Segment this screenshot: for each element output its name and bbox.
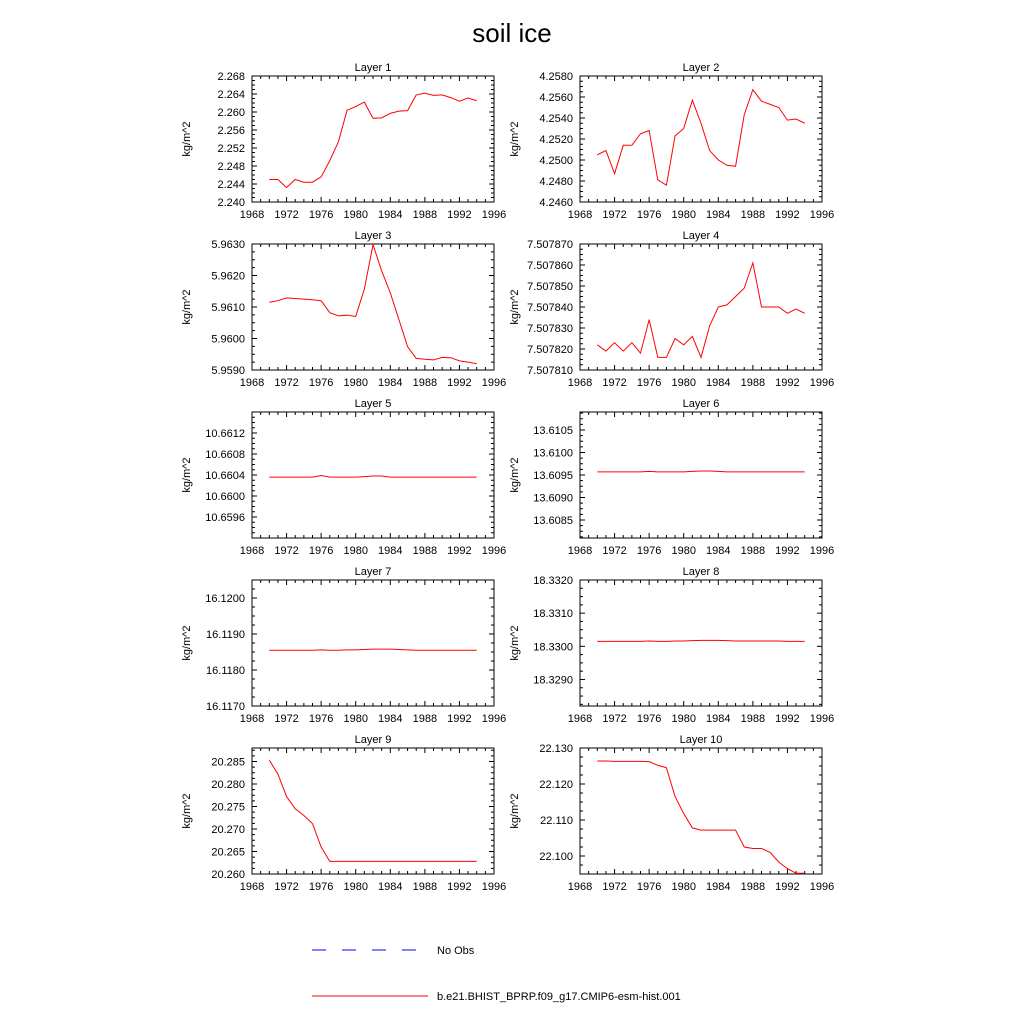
x-tick-label: 1972: [274, 377, 299, 389]
y-axis-label: kg/m^2: [181, 625, 193, 661]
x-tick-label: 1976: [636, 377, 662, 389]
x-tick-label: 1972: [274, 209, 299, 221]
x-tick-label: 1988: [412, 545, 438, 557]
panel-title: Layer 10: [679, 734, 723, 746]
x-tick-label: 1988: [412, 209, 438, 221]
x-tick-label: 1984: [706, 209, 731, 221]
series-line: [269, 760, 476, 861]
plot-frame: [580, 412, 822, 538]
panel-title: Layer 4: [682, 230, 720, 242]
y-tick-label: 5.9620: [211, 270, 245, 283]
plot-frame: [252, 748, 494, 874]
x-tick-label: 1980: [671, 713, 696, 725]
x-tick-label: 1996: [809, 713, 835, 725]
x-tick-label: 1968: [567, 713, 593, 725]
x-tick-label: 1968: [567, 209, 593, 221]
y-tick-label: 4.2500: [539, 155, 573, 167]
y-axis-label: kg/m^2: [509, 625, 521, 661]
panel-title: Layer 2: [682, 62, 720, 74]
x-tick-label: 1980: [343, 209, 368, 221]
series-line: [597, 263, 804, 358]
y-tick-label: 16.1170: [206, 701, 245, 713]
x-tick-label: 1980: [343, 881, 368, 893]
panel-title: Layer 3: [354, 230, 392, 242]
y-tick-label: 13.6090: [533, 492, 573, 505]
y-tick-label: 5.9600: [211, 333, 245, 346]
x-tick-label: 1988: [740, 377, 766, 389]
y-tick-label: 2.268: [217, 71, 245, 83]
y-tick-label: 10.6608: [205, 449, 245, 461]
y-tick-label: 4.2560: [539, 92, 573, 104]
y-tick-label: 13.6105: [533, 425, 573, 437]
x-tick-label: 1980: [671, 881, 696, 893]
panel-title: Layer 8: [682, 566, 720, 578]
plot-frame: [580, 580, 822, 706]
legend-label: b.e21.BHIST_BPRP.f09_g17.CMIP6-esm-hist.001: [437, 991, 681, 1003]
x-tick-label: 1996: [809, 377, 835, 389]
panel-layer-5: [181, 398, 506, 557]
y-tick-label: 7.507830: [527, 323, 573, 335]
x-tick-label: 1996: [809, 545, 835, 557]
y-tick-label: 7.507840: [527, 302, 573, 314]
x-tick-label: 1992: [447, 545, 472, 557]
x-tick-label: 1992: [447, 713, 472, 725]
x-tick-label: 1972: [602, 209, 627, 221]
x-tick-label: 1976: [636, 545, 662, 557]
y-tick-label: 2.248: [217, 161, 245, 173]
x-tick-label: 1996: [481, 545, 507, 557]
y-tick-label: 2.244: [217, 179, 245, 191]
x-tick-label: 1968: [239, 713, 265, 725]
plot-frame: [252, 76, 494, 202]
y-axis-label: kg/m^2: [181, 793, 193, 829]
x-tick-label: 1972: [602, 377, 627, 389]
panel-layer-4: [509, 230, 834, 389]
x-tick-label: 1972: [274, 545, 299, 557]
y-axis-label: kg/m^2: [509, 793, 521, 829]
series-line: [269, 476, 476, 478]
y-tick-label: 4.2580: [539, 71, 573, 83]
y-axis-label: kg/m^2: [509, 457, 521, 493]
y-tick-label: 10.6596: [205, 512, 245, 524]
x-tick-label: 1968: [567, 377, 593, 389]
x-tick-label: 1988: [740, 545, 766, 557]
panel-title: Layer 1: [354, 62, 392, 74]
x-tick-label: 1984: [378, 713, 403, 725]
x-tick-label: 1984: [706, 377, 731, 389]
y-tick-label: 4.2460: [539, 197, 573, 209]
x-tick-label: 1984: [706, 713, 731, 725]
y-tick-label: 18.3290: [533, 674, 573, 687]
y-tick-label: 4.2540: [539, 113, 573, 125]
x-tick-label: 1992: [447, 377, 472, 389]
y-tick-label: 2.264: [217, 89, 245, 101]
x-tick-label: 1992: [775, 713, 800, 725]
x-tick-label: 1984: [378, 881, 403, 893]
panel-title: Layer 9: [354, 734, 392, 746]
panels-grid: [181, 62, 834, 893]
panel-layer-10: [509, 734, 834, 893]
x-tick-label: 1992: [775, 209, 800, 221]
y-tick-label: 2.260: [217, 107, 245, 119]
y-axis-label: kg/m^2: [509, 289, 521, 325]
panel-layer-7: [181, 566, 506, 725]
x-tick-label: 1980: [343, 545, 368, 557]
x-tick-label: 1980: [671, 377, 696, 389]
series-line: [597, 640, 804, 641]
y-tick-label: 13.6095: [533, 470, 573, 482]
y-tick-label: 2.240: [217, 197, 245, 209]
x-tick-label: 1980: [343, 713, 368, 725]
page-title: soil ice: [472, 18, 552, 48]
y-tick-label: 10.6600: [205, 491, 245, 503]
x-tick-label: 1984: [378, 545, 403, 557]
y-axis-label: kg/m^2: [509, 121, 521, 157]
x-tick-label: 1984: [706, 881, 731, 893]
x-tick-label: 1988: [740, 881, 766, 893]
y-tick-label: 20.260: [211, 869, 245, 881]
x-tick-label: 1996: [481, 713, 507, 725]
y-tick-label: 16.1200: [205, 593, 245, 605]
panel-layer-8: [509, 566, 834, 725]
x-tick-label: 1988: [412, 881, 438, 893]
x-tick-label: 1992: [447, 881, 472, 893]
x-tick-label: 1980: [671, 545, 696, 557]
y-axis-label: kg/m^2: [181, 457, 193, 493]
series-line: [269, 649, 476, 650]
panel-title: Layer 7: [354, 566, 392, 578]
x-tick-label: 1968: [567, 881, 593, 893]
y-tick-label: 16.1190: [206, 629, 245, 641]
series-line: [597, 471, 804, 472]
x-tick-label: 1996: [809, 209, 835, 221]
y-tick-label: 2.256: [217, 125, 245, 137]
legend: [312, 945, 681, 1003]
x-tick-label: 1976: [308, 209, 334, 221]
y-tick-label: 20.265: [211, 846, 245, 859]
y-tick-label: 7.507820: [527, 344, 573, 356]
y-tick-label: 5.9610: [211, 302, 245, 314]
x-tick-label: 1968: [567, 545, 593, 557]
y-tick-label: 7.507810: [527, 365, 573, 377]
y-tick-label: 5.9630: [211, 239, 245, 251]
y-tick-label: 18.3300: [533, 641, 573, 654]
y-tick-label: 18.3320: [533, 575, 573, 587]
y-axis-label: kg/m^2: [181, 121, 193, 157]
y-tick-label: 22.100: [539, 851, 573, 863]
x-tick-label: 1968: [239, 881, 265, 893]
x-tick-label: 1972: [602, 545, 627, 557]
x-tick-label: 1988: [412, 377, 438, 389]
panel-layer-1: [181, 62, 506, 221]
x-tick-label: 1976: [308, 545, 334, 557]
x-tick-label: 1980: [671, 209, 696, 221]
x-tick-label: 1996: [481, 377, 507, 389]
x-tick-label: 1984: [378, 377, 403, 389]
plot-frame: [580, 76, 822, 202]
x-tick-label: 1992: [775, 377, 800, 389]
y-tick-label: 5.9590: [211, 365, 245, 377]
x-tick-label: 1992: [447, 209, 472, 221]
x-tick-label: 1980: [343, 377, 368, 389]
x-tick-label: 1992: [775, 545, 800, 557]
panel-title: Layer 5: [354, 398, 392, 410]
x-tick-label: 1976: [636, 209, 662, 221]
x-tick-label: 1976: [636, 713, 662, 725]
series-line: [269, 245, 476, 364]
y-tick-label: 16.1180: [206, 665, 245, 677]
legend-item-2: [312, 991, 681, 1003]
y-tick-label: 20.270: [211, 824, 245, 836]
plot-frame: [580, 244, 822, 370]
plot-frame: [252, 244, 494, 370]
x-tick-label: 1988: [740, 713, 766, 725]
y-tick-label: 22.110: [540, 815, 573, 827]
plot-frame: [252, 580, 494, 706]
y-tick-label: 20.275: [211, 801, 245, 814]
x-tick-label: 1984: [706, 545, 731, 557]
x-tick-label: 1968: [239, 377, 265, 389]
series-line: [597, 90, 804, 186]
x-tick-label: 1968: [239, 545, 265, 557]
y-tick-label: 13.6100: [533, 447, 573, 460]
panel-layer-2: [509, 62, 834, 221]
series-line: [597, 761, 804, 873]
y-tick-label: 10.6604: [205, 470, 245, 482]
y-tick-label: 20.280: [211, 779, 245, 791]
x-tick-label: 1996: [481, 209, 507, 221]
y-tick-label: 22.130: [539, 743, 573, 755]
legend-label: No Obs: [437, 945, 475, 957]
panel-layer-9: [181, 734, 506, 893]
series-line: [269, 93, 476, 188]
x-tick-label: 1968: [239, 209, 265, 221]
y-tick-label: 4.2480: [539, 176, 573, 188]
y-tick-label: 7.507850: [527, 281, 573, 293]
y-tick-label: 2.252: [217, 143, 245, 155]
y-tick-label: 18.3310: [533, 608, 573, 621]
x-tick-label: 1976: [308, 377, 334, 389]
y-tick-label: 20.285: [211, 756, 245, 769]
x-tick-label: 1972: [274, 713, 299, 725]
x-tick-label: 1996: [481, 881, 507, 893]
y-tick-label: 7.507860: [527, 260, 573, 272]
x-tick-label: 1972: [274, 881, 299, 893]
plot-frame: [252, 412, 494, 538]
x-tick-label: 1996: [809, 881, 835, 893]
plot-frame: [580, 748, 822, 874]
x-tick-label: 1972: [602, 713, 627, 725]
x-tick-label: 1992: [775, 881, 800, 893]
y-tick-label: 13.6085: [533, 515, 573, 527]
legend-item-1: [312, 945, 475, 957]
x-tick-label: 1984: [378, 209, 403, 221]
panel-title: Layer 6: [682, 398, 720, 410]
x-tick-label: 1988: [412, 713, 438, 725]
x-tick-label: 1976: [308, 881, 334, 893]
x-tick-label: 1988: [740, 209, 766, 221]
y-axis-label: kg/m^2: [181, 289, 193, 325]
x-tick-label: 1976: [636, 881, 662, 893]
y-tick-label: 4.2520: [539, 134, 573, 146]
x-tick-label: 1976: [308, 713, 334, 725]
y-tick-label: 7.507870: [527, 239, 573, 251]
y-tick-label: 10.6612: [205, 428, 245, 440]
panel-layer-6: [509, 398, 834, 557]
y-tick-label: 22.120: [539, 779, 573, 791]
panel-layer-3: [181, 230, 506, 389]
x-tick-label: 1972: [602, 881, 627, 893]
